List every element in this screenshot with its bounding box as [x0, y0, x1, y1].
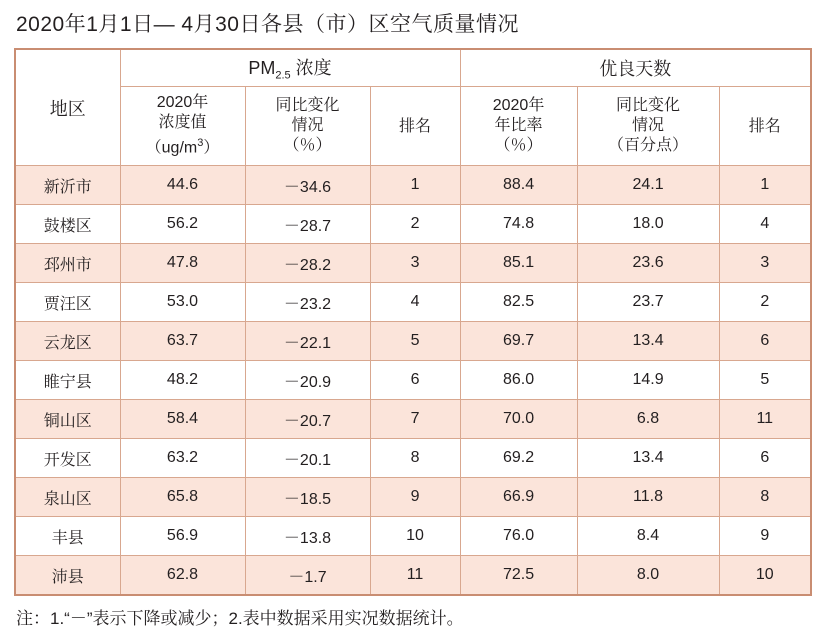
header-region: 地区	[15, 49, 120, 166]
cell-pm25-rank: 3	[370, 244, 460, 283]
cell-pm25-value: 58.4	[120, 400, 245, 439]
header-pm25-value-line2: 浓度值	[158, 114, 207, 132]
cell-days-change: 23.7	[577, 283, 719, 322]
cell-days-rate: 88.4	[460, 166, 577, 205]
cell-days-change: 24.1	[577, 166, 719, 205]
cell-region: 丰县	[15, 517, 120, 556]
page-title: 2020年1月1日— 4月30日各县（市）区空气质量情况	[16, 13, 519, 36]
table-row	[15, 400, 811, 439]
header-days-change	[577, 87, 719, 166]
cell-days-change: 11.8	[577, 478, 719, 517]
cell-days-rank: 4	[719, 205, 811, 244]
table-row	[15, 205, 811, 244]
cell-pm25-change: －34.6	[245, 166, 370, 205]
cell-days-change: 23.6	[577, 244, 719, 283]
table-header	[15, 49, 811, 166]
header-days-rate	[460, 87, 577, 166]
header-pm25-sublabel: 2.5	[275, 69, 291, 82]
table-row	[15, 439, 811, 478]
table-row	[15, 478, 811, 517]
table-row	[15, 517, 811, 556]
cell-pm25-value: 47.8	[120, 244, 245, 283]
cell-days-change: 6.8	[577, 400, 719, 439]
cell-days-rank: 2	[719, 283, 811, 322]
table-header-group-row	[15, 49, 811, 87]
cell-region: 新沂市	[15, 166, 120, 205]
cell-region: 铜山区	[15, 400, 120, 439]
cell-days-rate: 70.0	[460, 400, 577, 439]
table-row	[15, 322, 811, 361]
header-days-change-line2: 情况	[632, 117, 665, 134]
cell-region: 泉山区	[15, 478, 120, 517]
cell-days-rank: 8	[719, 478, 811, 517]
cell-pm25-rank: 7	[370, 400, 460, 439]
cell-days-rate: 69.2	[460, 439, 577, 478]
table-row	[15, 166, 811, 205]
table-body	[15, 166, 811, 596]
cell-pm25-rank: 4	[370, 283, 460, 322]
header-days-change-line3: （百分点）	[608, 137, 689, 154]
header-pm25-tail: 浓度	[290, 58, 332, 79]
cell-days-rank: 9	[719, 517, 811, 556]
header-days-rank: 排名	[719, 87, 811, 166]
cell-pm25-change: －22.1	[245, 322, 370, 361]
header-days-rate-line3: （％）	[494, 137, 543, 154]
table-row	[15, 244, 811, 283]
cell-pm25-change: －28.7	[245, 205, 370, 244]
table-header-sub-row	[15, 87, 811, 166]
header-pm25-change-line1: 同比变化	[275, 97, 340, 114]
cell-days-rate: 69.7	[460, 322, 577, 361]
header-days-rate-line2: 年比率	[494, 117, 543, 134]
header-pm25-label: PM	[248, 58, 276, 79]
cell-region: 睢宁县	[15, 361, 120, 400]
table-row	[15, 361, 811, 400]
cell-pm25-rank: 1	[370, 166, 460, 205]
cell-pm25-change: －20.1	[245, 439, 370, 478]
cell-pm25-change: －13.8	[245, 517, 370, 556]
cell-days-rate: 86.0	[460, 361, 577, 400]
header-pm25-change-line3: （％）	[283, 137, 332, 154]
cell-days-rate: 82.5	[460, 283, 577, 322]
cell-days-rank: 5	[719, 361, 811, 400]
header-days-change-line1: 同比变化	[616, 97, 681, 114]
cell-pm25-rank: 10	[370, 517, 460, 556]
cell-days-rate: 74.8	[460, 205, 577, 244]
cell-pm25-rank: 11	[370, 556, 460, 596]
cell-pm25-change: －20.9	[245, 361, 370, 400]
cell-days-rank: 6	[719, 439, 811, 478]
header-pm25-unit-open: （ug/m	[145, 139, 198, 157]
header-pm25-rank: 排名	[370, 87, 460, 166]
header-good-days-group: 优良天数	[460, 49, 811, 87]
cell-days-rate: 66.9	[460, 478, 577, 517]
cell-pm25-value: 65.8	[120, 478, 245, 517]
cell-pm25-value: 56.2	[120, 205, 245, 244]
header-pm25-unit-close: ）	[203, 139, 220, 157]
cell-pm25-rank: 5	[370, 322, 460, 361]
cell-days-rank: 1	[719, 166, 811, 205]
header-pm25-unit-sup: 3	[197, 137, 204, 150]
cell-days-rank: 3	[719, 244, 811, 283]
header-days-rate-line1: 2020年	[492, 97, 545, 114]
cell-region: 邳州市	[15, 244, 120, 283]
table-row	[15, 556, 811, 596]
cell-days-change: 14.9	[577, 361, 719, 400]
cell-region: 开发区	[15, 439, 120, 478]
cell-pm25-rank: 2	[370, 205, 460, 244]
header-pm25-change	[245, 87, 370, 166]
cell-pm25-value: 56.9	[120, 517, 245, 556]
table-row	[15, 283, 811, 322]
cell-days-change: 13.4	[577, 439, 719, 478]
header-pm25-change-line2: 情况	[291, 117, 324, 134]
cell-days-change: 8.4	[577, 517, 719, 556]
cell-region: 云龙区	[15, 322, 120, 361]
cell-days-rank: 10	[719, 556, 811, 596]
cell-pm25-change: －20.7	[245, 400, 370, 439]
cell-pm25-value: 63.2	[120, 439, 245, 478]
cell-region: 鼓楼区	[15, 205, 120, 244]
header-pm25-value-line1: 2020年	[156, 94, 209, 112]
cell-pm25-value: 44.6	[120, 166, 245, 205]
header-pm25-group	[120, 49, 460, 87]
cell-pm25-change: －28.2	[245, 244, 370, 283]
cell-pm25-change: －18.5	[245, 478, 370, 517]
cell-pm25-change: －1.7	[245, 556, 370, 596]
cell-pm25-value: 62.8	[120, 556, 245, 596]
cell-days-change: 8.0	[577, 556, 719, 596]
cell-pm25-value: 48.2	[120, 361, 245, 400]
cell-region: 贾汪区	[15, 283, 120, 322]
cell-days-change: 13.4	[577, 322, 719, 361]
cell-days-rate: 72.5	[460, 556, 577, 596]
table-note: 注：1.“－”表示下降或减少；2.表中数据采用实况数据统计。	[16, 609, 464, 628]
cell-pm25-rank: 6	[370, 361, 460, 400]
cell-days-change: 18.0	[577, 205, 719, 244]
header-pm25-value-line3	[121, 133, 245, 158]
cell-pm25-value: 53.0	[120, 283, 245, 322]
cell-days-rate: 85.1	[460, 244, 577, 283]
cell-pm25-rank: 8	[370, 439, 460, 478]
cell-pm25-rank: 9	[370, 478, 460, 517]
header-pm25-value	[120, 87, 245, 166]
cell-region: 沛县	[15, 556, 120, 596]
cell-days-rate: 76.0	[460, 517, 577, 556]
cell-days-rank: 6	[719, 322, 811, 361]
cell-pm25-change: －23.2	[245, 283, 370, 322]
air-quality-table	[14, 48, 812, 596]
cell-pm25-value: 63.7	[120, 322, 245, 361]
cell-days-rank: 11	[719, 400, 811, 439]
